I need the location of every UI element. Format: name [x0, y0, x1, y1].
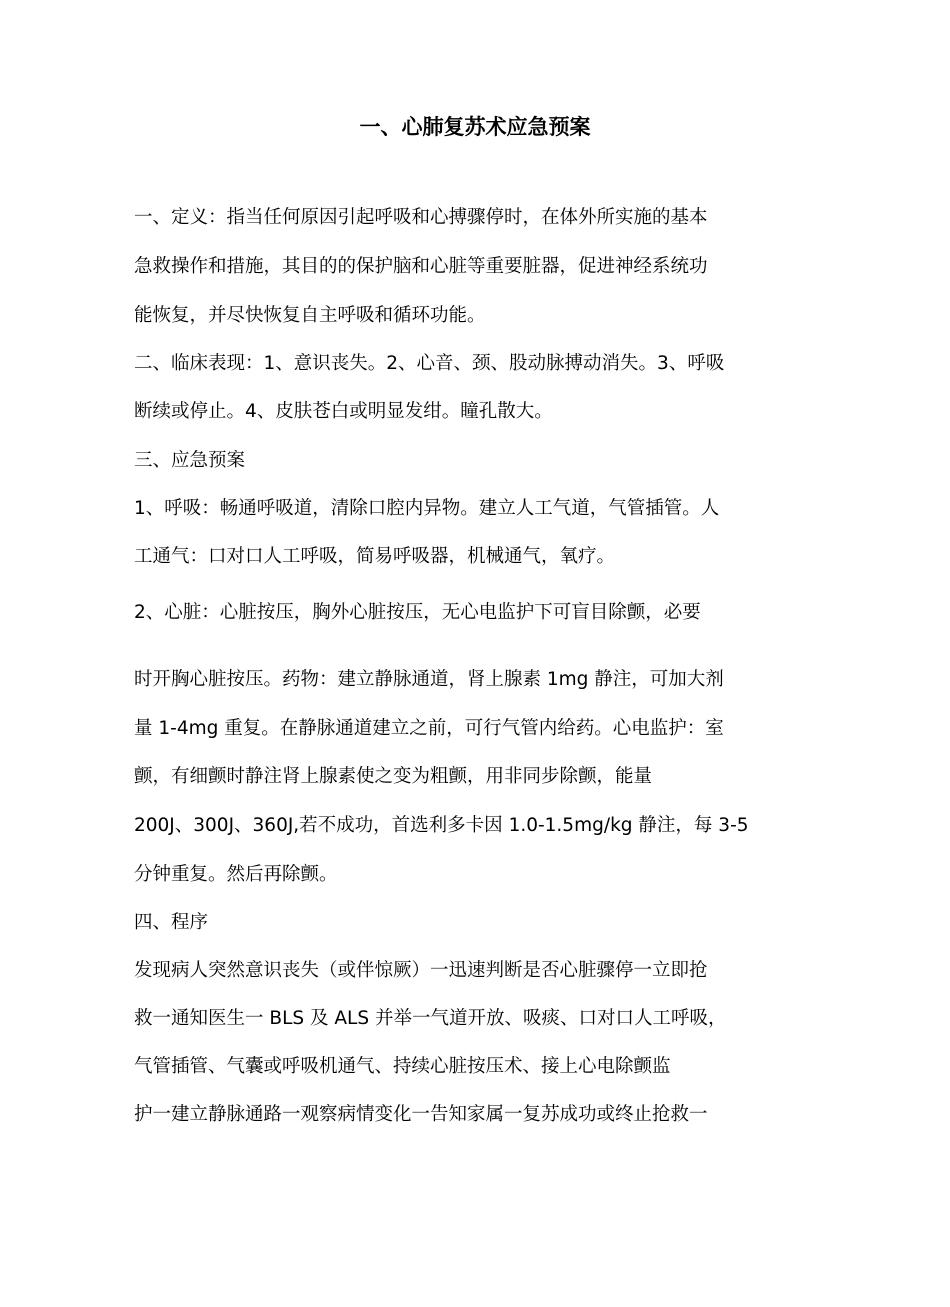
heart-line-1: 2、心脏：心脏按压，胸外心脏按压，无心电监护下可盲目除颤，必要: [134, 602, 701, 623]
breathing-line-2: 工通气：口对口人工呼吸，简易呼吸器，机械通气，氧疗。: [134, 546, 616, 567]
procedure-line-2: 救一通知医生一 BLS 及 ALS 并举一气道开放、吸痰、口对口人工呼吸，: [134, 1008, 727, 1029]
heart-line-6: 分钟重复。然后再除颤。: [134, 864, 338, 885]
clinical-line-2: 断续或停止。4、皮肤苍白或明显发绀。瞳孔散大。: [134, 401, 553, 422]
procedure-line-3: 气管插管、气囊或呼吸机通气、持续心脏按压术、接上心电除颤监: [134, 1056, 671, 1077]
heart-line-4: 颤，有细颤时静注肾上腺素使之变为粗颤，用非同步除颤，能量: [134, 766, 653, 787]
procedure-line-4: 护一建立静脉通路一观察病情变化一告知家属一复苏成功或终止抢救一: [134, 1104, 708, 1125]
heart-line-3: 量 1-4mg 重复。在静脉通道建立之前，可行气管内给药。心电监护：室: [134, 718, 724, 739]
heart-line-5: 200J、300J、360J,若不成功，首选利多卡因 1.0-1.5mg/kg 静注，每 3-5: [134, 815, 749, 836]
definition-line-3: 能恢复，并尽快恢复自主呼吸和循环功能。: [134, 305, 486, 326]
clinical-line-1: 二、临床表现：1、意识丧失。2、心音、颈、股动脉搏动消失。3、呼吸: [134, 353, 725, 374]
section-heading-procedure: 四、程序: [134, 912, 209, 933]
section-heading-emergency-plan: 三、应急预案: [134, 450, 246, 471]
procedure-line-1: 发现病人突然意识丧失（或伴惊厥）一迅速判断是否心脏骤停一立即抢: [134, 960, 708, 981]
definition-line-1: 一、定义：指当任何原因引起呼吸和心搏骤停时，在体外所实施的基本: [134, 207, 708, 228]
definition-line-2: 急救操作和措施，其目的的保护脑和心脏等重要脏器，促进神经系统功: [134, 256, 708, 277]
heart-line-2: 时开胸心脏按压。药物：建立静脉通道，肾上腺素 1mg 静注，可加大剂: [134, 669, 724, 690]
document-title: 一、心肺复苏术应急预案: [359, 115, 591, 139]
breathing-line-1: 1、呼吸：畅通呼吸道，清除口腔内异物。建立人工气道，气管插管。人: [134, 498, 720, 519]
